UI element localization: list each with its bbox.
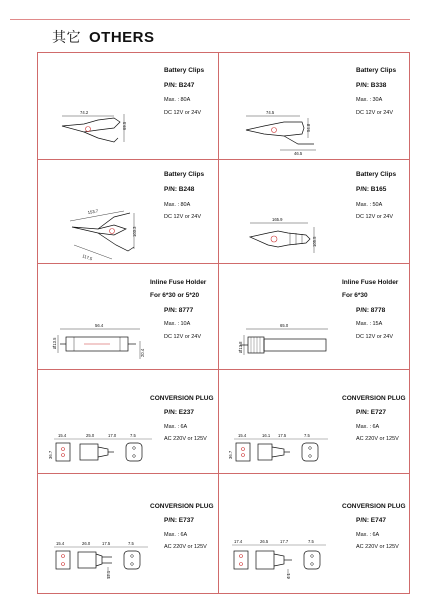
battery-clip-drawing [244,108,334,158]
dim-label: 74.5 [266,110,275,115]
product-name: CONVERSION PLUG [150,503,214,510]
dim-label: 15.4 [58,433,67,438]
product-cell-8778 [218,263,411,369]
product-cell-b338 [218,53,411,159]
product-name: Battery Clips [164,171,205,178]
product-name: Inline Fuse Holder [150,279,207,286]
product-cell-e237 [38,369,218,473]
dim-label: 153.7 [87,208,99,215]
product-voltage: AC 220V or 125V [164,436,207,442]
product-voltage: AC 220V or 125V [356,544,399,550]
product-voltage: DC 12V or 24V [356,214,393,220]
product-voltage: AC 220V or 125V [164,544,207,550]
product-max: Max. : 6A [164,532,188,538]
product-name: Battery Clips [164,67,205,74]
product-voltage: DC 12V or 24V [356,334,393,340]
fuse-holder-drawing [232,325,332,375]
product-pn: P/N: B338 [356,82,387,89]
dim-label: 7.5 [304,433,310,438]
dim-label: 15.4 [56,541,65,546]
dim-label: 20.4 [140,348,145,357]
product-pn: P/N: 8778 [356,307,386,314]
dim-label: 103.3 [132,226,137,237]
dim-label: 46.5 [294,151,303,156]
product-max: Max. : 80A [164,202,191,208]
product-max: Max. : 6A [356,532,380,538]
dim-label: 15.4 [238,433,247,438]
conversion-plug-drawing [52,539,162,589]
dim-label: 12.1 [106,570,111,579]
dim-label: 17.5 [278,433,287,438]
dim-label: 25.0 [86,433,95,438]
dim-label: 165.9 [272,217,283,222]
product-subtitle: For 6*30 [342,292,368,299]
dim-label: 17.0 [108,433,117,438]
dim-label: Ø13.8 [238,341,243,353]
dim-label: 56.4 [95,323,104,328]
product-pn: P/N: E727 [356,409,386,416]
product-name: CONVERSION PLUG [150,395,214,402]
product-cell-b247 [38,53,218,159]
product-pn: P/N: B247 [164,82,195,89]
product-voltage: AC 220V or 125V [356,436,399,442]
dim-label: 54.8 [306,123,311,132]
product-max: Max. : 50A [356,202,383,208]
dim-label: 117.5 [81,253,93,262]
product-max: Max. : 80A [164,97,191,103]
page-title-text: OTHERS [89,29,155,46]
product-cell-b248 [38,159,218,263]
product-cell-8777 [38,263,218,369]
product-subtitle: For 6*30 or 5*20 [150,292,200,299]
product-name: CONVERSION PLUG [342,395,406,402]
product-max: Max. : 6A [164,424,188,430]
header-rule [10,19,410,20]
product-name: Battery Clips [356,171,397,178]
product-pn: P/N: E237 [164,409,194,416]
dim-label: 65.0 [280,323,289,328]
page-title [52,27,155,47]
dim-label: 7.5 [308,539,314,544]
dim-label: 16.1 [262,433,271,438]
product-cell-e747 [218,473,411,595]
product-name: CONVERSION PLUG [342,503,406,510]
dim-label: 36.7 [48,450,53,459]
dim-label: 69.5 [122,121,127,130]
dim-label: 7.5 [128,541,134,546]
product-max: Max. : 30A [356,97,383,103]
battery-clip-drawing [248,219,338,269]
product-pn: P/N: E747 [356,517,386,524]
dim-label: 74.2 [80,110,89,115]
dim-label: 17.5 [102,541,111,546]
dim-label: 26.5 [260,539,269,544]
product-max: Max. : 10A [164,321,191,327]
dim-label: 7.5 [130,433,136,438]
dim-label: 17.4 [234,539,243,544]
fuse-holder-drawing [50,323,150,373]
product-voltage: DC 12V or 24V [164,334,201,340]
dim-label: 26.0 [82,541,91,546]
product-cell-e727 [218,369,411,473]
dim-label: 4.1 [286,573,291,579]
page-title-cjk: 其它 [52,30,81,46]
product-voltage: DC 12V or 24V [164,110,201,116]
product-cell-e737 [38,473,218,595]
product-name: Inline Fuse Holder [342,279,399,286]
product-max: Max. : 6A [356,424,380,430]
dim-label: Ø13.5 [52,337,57,349]
product-pn: P/N: B248 [164,186,195,193]
conversion-plug-drawing [230,537,340,587]
dim-label: 17.7 [280,539,289,544]
product-max: Max. : 15A [356,321,383,327]
product-pn: P/N: 8777 [164,307,194,314]
product-pn: P/N: B165 [356,186,387,193]
product-grid [37,52,410,594]
product-pn: P/N: E737 [164,517,194,524]
conversion-plug-drawing [228,431,342,471]
battery-clip-drawing [58,108,138,158]
product-voltage: DC 12V or 24V [356,110,393,116]
dim-label: 105.5 [312,236,317,247]
product-voltage: DC 12V or 24V [164,214,201,220]
conversion-plug-drawing [48,431,162,471]
product-name: Battery Clips [356,67,397,74]
battery-clip-drawing [68,207,168,267]
dim-label: 36.7 [228,450,233,459]
product-cell-b165 [218,159,411,263]
